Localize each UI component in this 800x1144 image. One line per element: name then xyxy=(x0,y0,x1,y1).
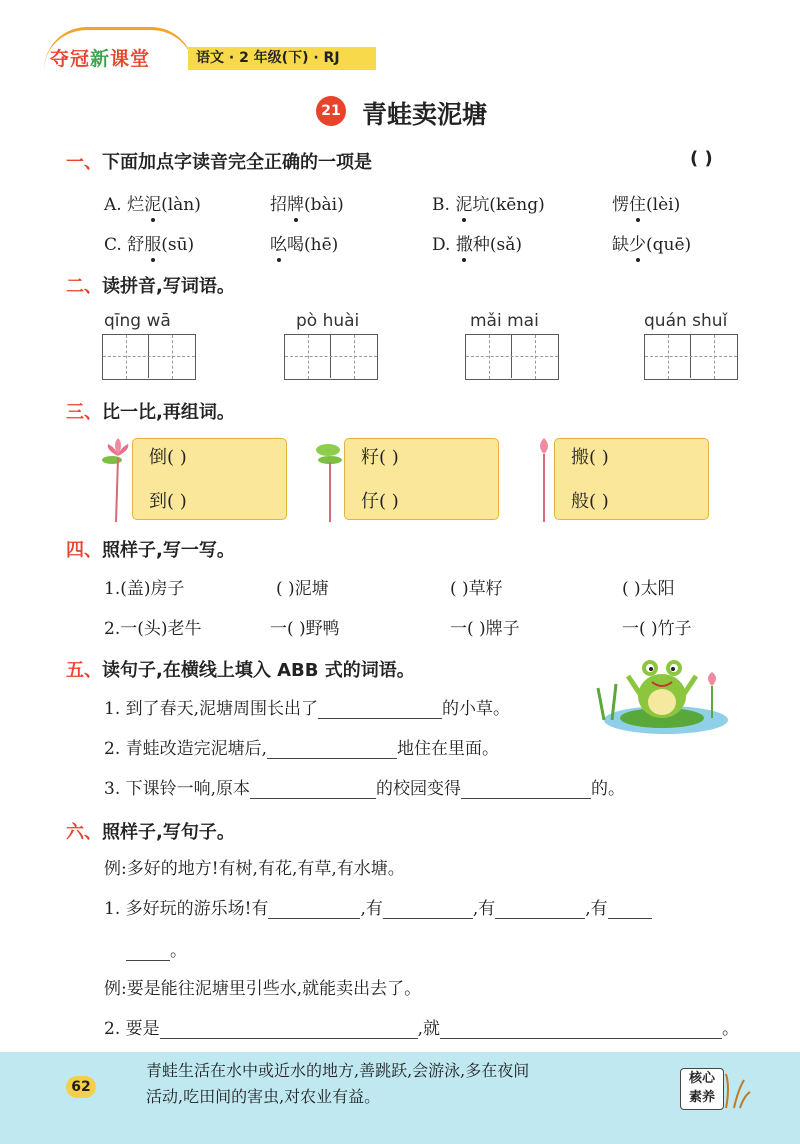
q5-sentence-1: 1. 到了春天,泥塘周围长出了 的小草。 xyxy=(104,699,511,719)
q4-heading: 四、照样子,写一写。 xyxy=(66,540,235,561)
q4-row2-item3[interactable]: 一( )牌子 xyxy=(450,619,520,639)
q6-blank-1[interactable] xyxy=(268,918,360,919)
compare-3a[interactable]: 搬( ) xyxy=(571,447,609,468)
q5-sentence-3: 3. 下课铃一响,原本 的校园变得 的。 xyxy=(104,779,626,799)
write-grid-2[interactable] xyxy=(284,334,378,380)
q4-row1-item4[interactable]: ( )太阳 xyxy=(622,579,675,599)
q5-blank-2[interactable] xyxy=(267,758,397,759)
pinyin-2: pò huài xyxy=(296,311,360,331)
page-number: 62 xyxy=(66,1076,96,1098)
lesson-title: 青蛙卖泥塘 xyxy=(362,100,488,129)
q6-example-1: 例:多好的地方!有树,有花,有草,有水塘。 xyxy=(104,859,405,879)
pinyin-1: qīng wā xyxy=(104,311,171,331)
q4-row2-item2[interactable]: 一( )野鸭 xyxy=(270,619,340,639)
q5-blank-3[interactable] xyxy=(250,798,376,799)
q5-blank-4[interactable] xyxy=(461,798,591,799)
q1-heading: 一、下面加点字读音完全正确的一项是 xyxy=(66,152,372,173)
q6-sentence-2: 2. 要是 ,就 。 xyxy=(104,1019,740,1039)
pinyin-3: mǎi mai xyxy=(470,311,539,331)
q6-blank-2[interactable] xyxy=(383,918,473,919)
compare-1a[interactable]: 倒( ) xyxy=(149,447,187,468)
q6-sentence-1-cont: 。 xyxy=(126,936,187,961)
lotus-icon xyxy=(100,436,136,524)
q4-row1-item2[interactable]: ( )泥塘 xyxy=(276,579,329,599)
q1-option-b1: B. 泥坑(kēng) xyxy=(432,190,545,215)
brand-logo: 夺冠新课堂 xyxy=(50,48,151,70)
q1-option-a2: 招牌(bài) xyxy=(270,190,344,215)
q1-option-c2: 吆喝(hē) xyxy=(270,230,338,255)
compare-box-3 xyxy=(554,438,709,520)
q5-sentence-2: 2. 青蛙改造完泥塘后, 地住在里面。 xyxy=(104,739,500,759)
q5-blank-1[interactable] xyxy=(318,718,442,719)
q1-option-b2: 愣住(lèi) xyxy=(612,190,680,215)
q6-heading: 六、照样子,写句子。 xyxy=(66,822,235,843)
q4-row1-item3[interactable]: ( )草籽 xyxy=(450,579,503,599)
q6-example-2: 例:要是能往泥塘里引些水,就能卖出去了。 xyxy=(104,979,422,999)
compare-1b[interactable]: 到( ) xyxy=(149,491,187,512)
q2-heading: 二、读拼音,写词语。 xyxy=(66,276,235,297)
q3-heading: 三、比一比,再组词。 xyxy=(66,402,235,423)
q6-blank-6[interactable] xyxy=(160,1038,418,1039)
q4-row1-item1: 1.(盖)房子 xyxy=(104,579,185,599)
grass-icon xyxy=(722,1070,752,1110)
q6-blank-7[interactable] xyxy=(440,1038,722,1039)
compare-box-1 xyxy=(132,438,287,520)
q6-blank-5[interactable] xyxy=(126,960,170,961)
q1-option-c1: C. 舒服(sū) xyxy=(104,230,194,255)
q1-answer-paren[interactable]: ( ) xyxy=(690,148,713,169)
write-grid-3[interactable] xyxy=(465,334,559,380)
q6-sentence-1: 1. 多好玩的游乐场!有 ,有 ,有 ,有 xyxy=(104,894,652,919)
q1-option-d1: D. 撒种(sǎ) xyxy=(432,230,522,255)
lesson-number: 21 xyxy=(316,96,346,126)
write-grid-1[interactable] xyxy=(102,334,196,380)
compare-box-2 xyxy=(344,438,499,520)
core-literacy-badge: 核心 素养 xyxy=(680,1068,724,1110)
lotus-leaf-icon xyxy=(312,436,348,524)
footer-tip-line1: 青蛙生活在水中或近水的地方,善跳跃,会游泳,多在夜间 xyxy=(146,1061,530,1080)
q1-option-d2: 缺少(quē) xyxy=(612,230,691,255)
subject-label: 语文 · 2 年级(下) · RJ xyxy=(188,47,376,70)
compare-2a[interactable]: 籽( ) xyxy=(361,447,399,468)
q6-blank-3[interactable] xyxy=(495,918,585,919)
q5-heading: 五、读句子,在横线上填入 ABB 式的词语。 xyxy=(66,660,415,681)
q6-blank-4[interactable] xyxy=(608,918,652,919)
write-grid-4[interactable] xyxy=(644,334,738,380)
pinyin-4: quán shuǐ xyxy=(644,311,728,331)
q4-row2-item1: 2.一(头)老牛 xyxy=(104,619,202,639)
q4-row2-item4[interactable]: 一( )竹子 xyxy=(622,619,692,639)
footer-tip-line2: 活动,吃田间的害虫,对农业有益。 xyxy=(146,1087,381,1106)
compare-3b[interactable]: 般( ) xyxy=(571,491,609,512)
frog-illustration xyxy=(592,654,742,738)
compare-2b[interactable]: 仔( ) xyxy=(361,491,399,512)
q1-option-a1: A. 烂泥(làn) xyxy=(104,190,201,215)
